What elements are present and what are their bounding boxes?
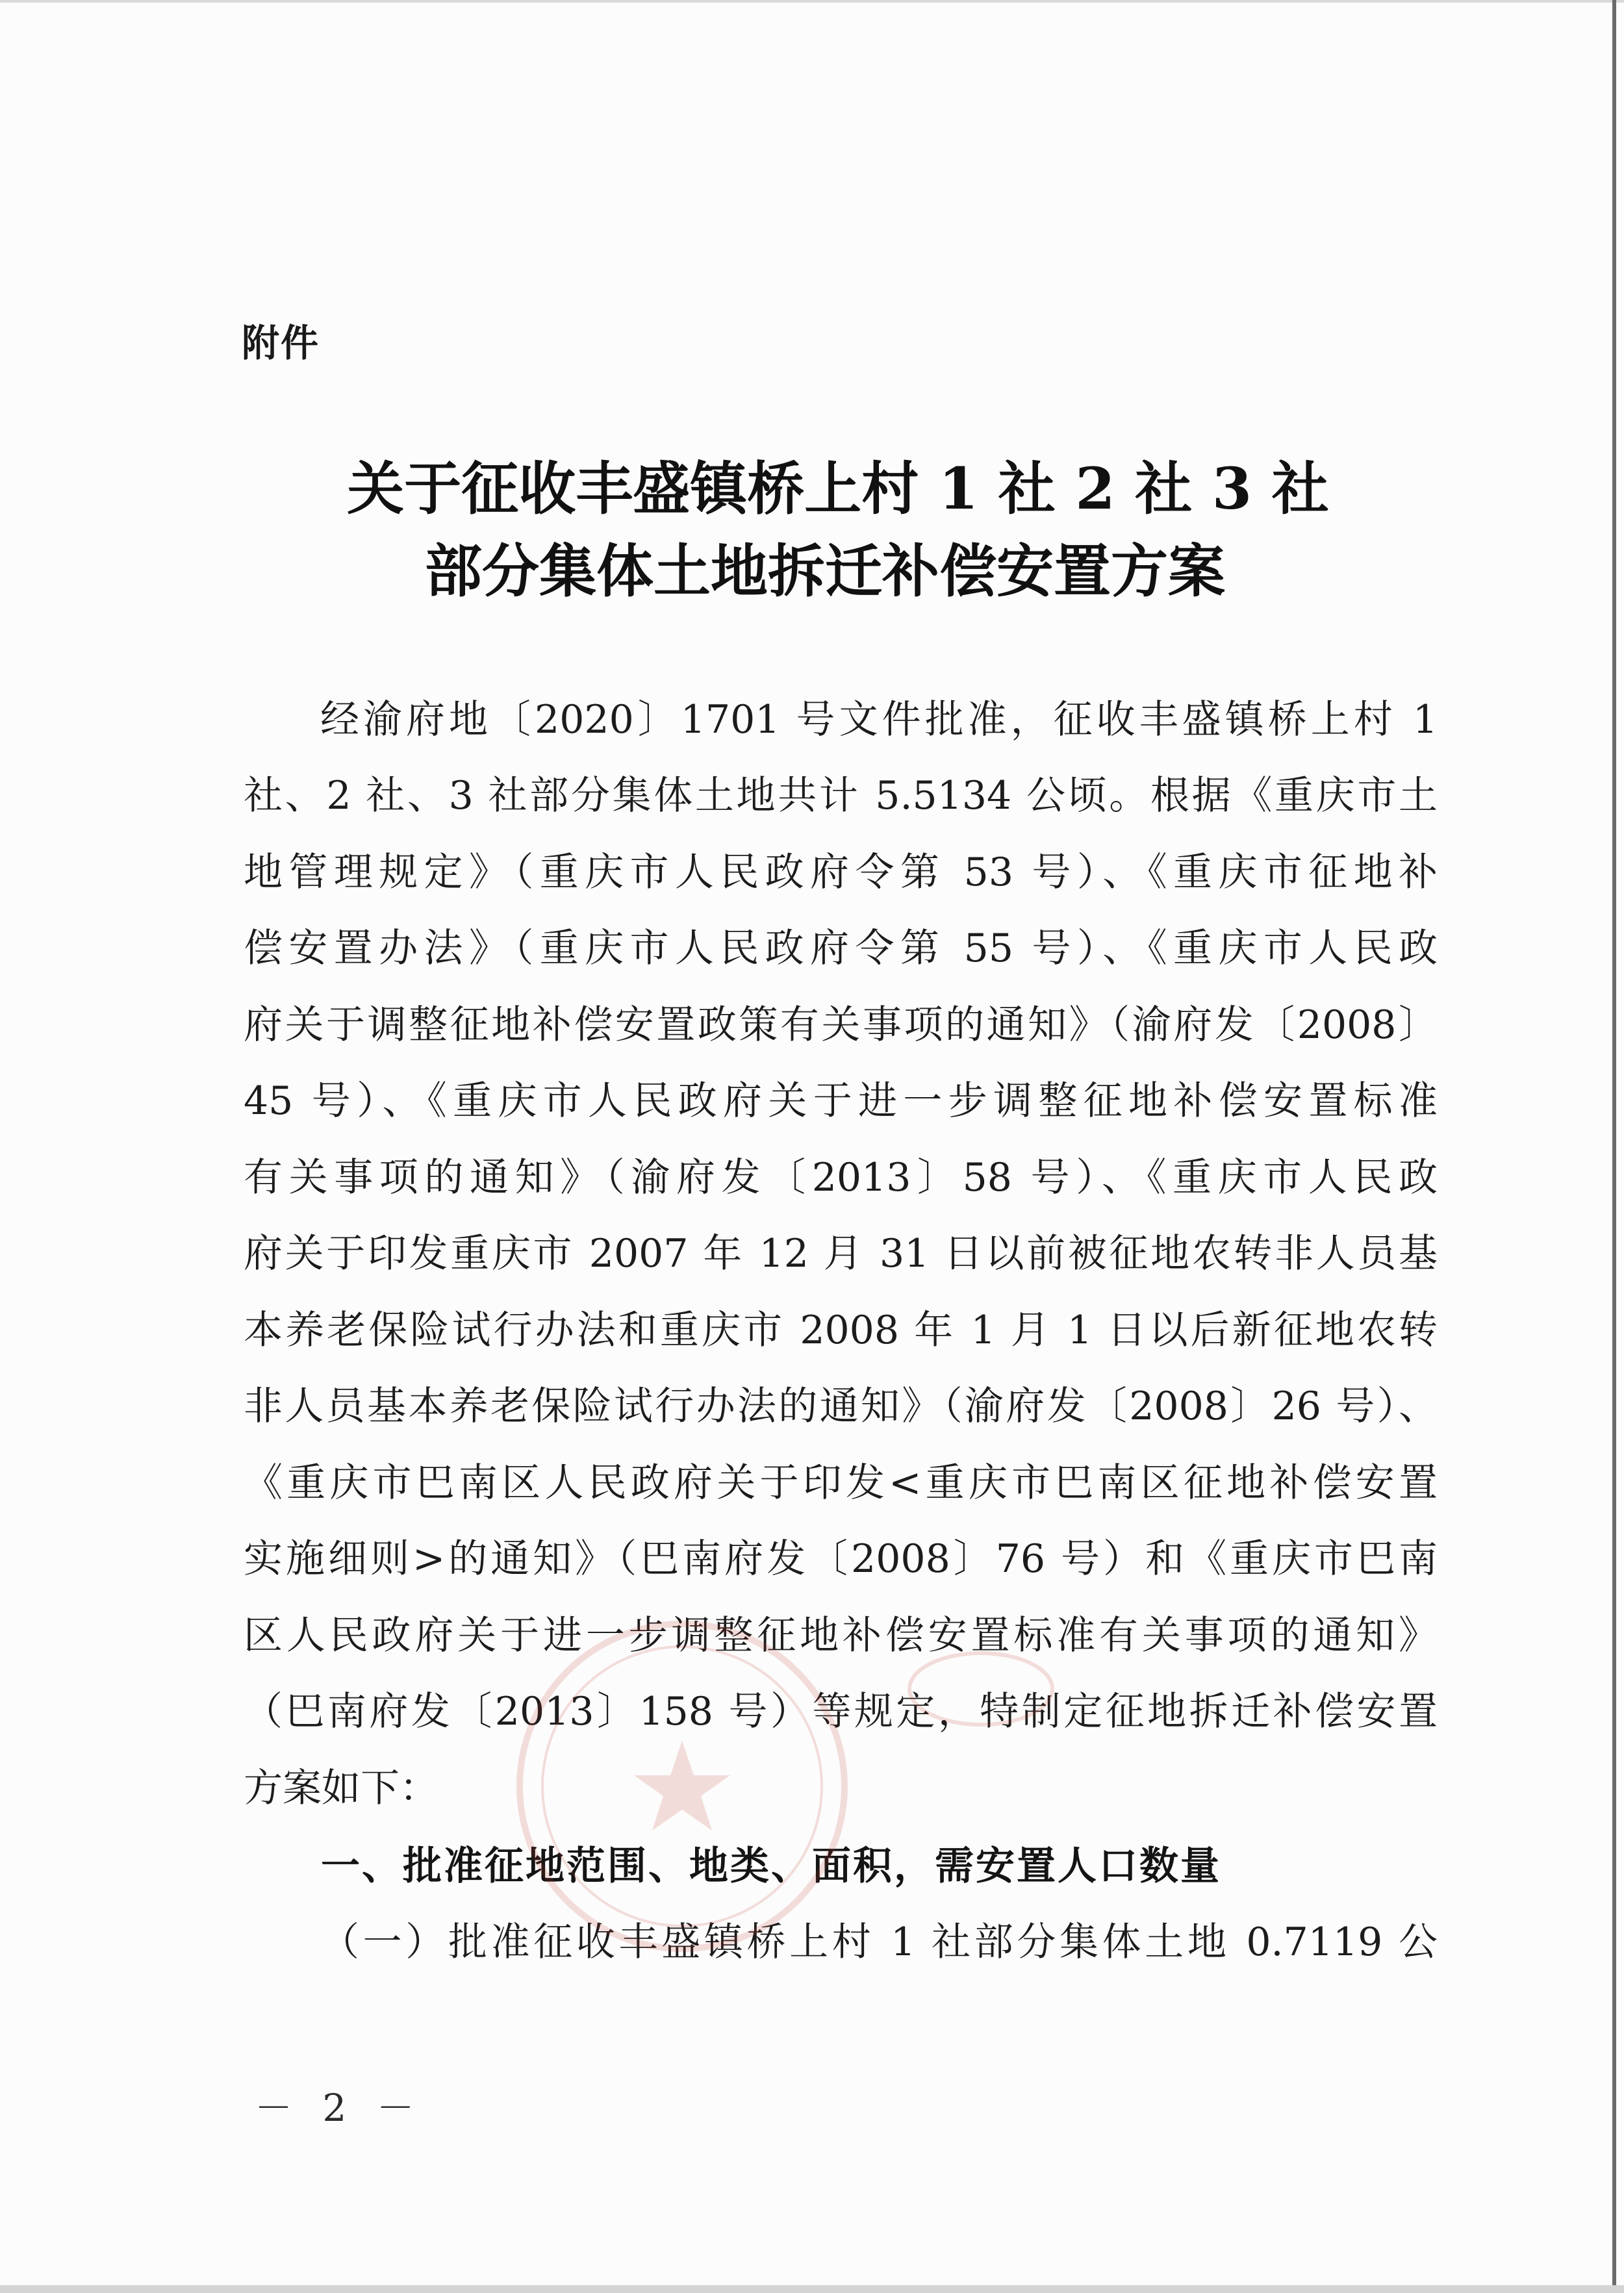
scan-edge-right <box>1612 0 1616 2293</box>
page-number: － 2 － <box>255 2086 424 2130</box>
body-line-15: 方案如下： <box>244 1766 438 1811</box>
body-line-8: 府关于印发重庆市 2007 年 12 月 31 日以前被征地农转非人员基 <box>244 1231 1438 1276</box>
body-line-6: 45 号）、《重庆市人民政府关于进一步调整征地补偿安置标准 <box>244 1078 1438 1124</box>
scan-edge-bottom <box>0 2285 1624 2293</box>
body-line-12: 实施细则>的通知》（巴南府发〔2008〕76 号）和《重庆市巴南 <box>244 1536 1438 1582</box>
body-line-13: 区人民政府关于进一步调整征地补偿安置标准有关事项的通知》 <box>244 1613 1438 1658</box>
body-line-9: 本养老保险试行办法和重庆市 2008 年 1 月 1 日以后新征地农转 <box>244 1308 1438 1353</box>
body-line-2: 社、2 社、3 社部分集体土地共计 5.5134 公顷。根据《重庆市土 <box>244 773 1438 818</box>
body-line-14: （巴南府发〔2013〕158 号）等规定，特制定征地拆迁补偿安置 <box>244 1689 1438 1734</box>
body-line-3: 地管理规定》（重庆市人民政府令第 53 号）、《重庆市征地补 <box>244 850 1438 895</box>
body-line-10: 非人员基本养老保险试行办法的通知》（渝府发〔2008〕26 号）、 <box>244 1384 1438 1429</box>
scan-edge-top <box>0 0 1624 3</box>
section-item-1: （一）批准征收丰盛镇桥上村 1 社部分集体土地 0.7119 公 <box>320 1919 1438 1965</box>
body-line-4: 偿安置办法》（重庆市人民政府令第 55 号）、《重庆市人民政 <box>244 926 1438 971</box>
document-title-line-2: 部分集体土地拆迁补偿安置方案 <box>424 537 1225 605</box>
body-line-11: 《重庆市巴南区人民政府关于印发<重庆市巴南区征地补偿安置 <box>244 1460 1438 1506</box>
document-title-line-1: 关于征收丰盛镇桥上村 1 社 2 社 3 社 <box>347 455 1329 522</box>
section-heading: 一、批准征地范围、地类、面积，需安置人口数量 <box>321 1843 1221 1889</box>
body-line-5: 府关于调整征地补偿安置政策有关事项的通知》（渝府发〔2008〕 <box>244 1002 1438 1048</box>
body-line-1: 经渝府地〔2020〕1701 号文件批准，征收丰盛镇桥上村 1 <box>320 697 1438 742</box>
attachment-label: 附件 <box>242 321 320 365</box>
body-line-7: 有关事项的通知》（渝府发〔2013〕58 号）、《重庆市人民政 <box>244 1155 1438 1200</box>
